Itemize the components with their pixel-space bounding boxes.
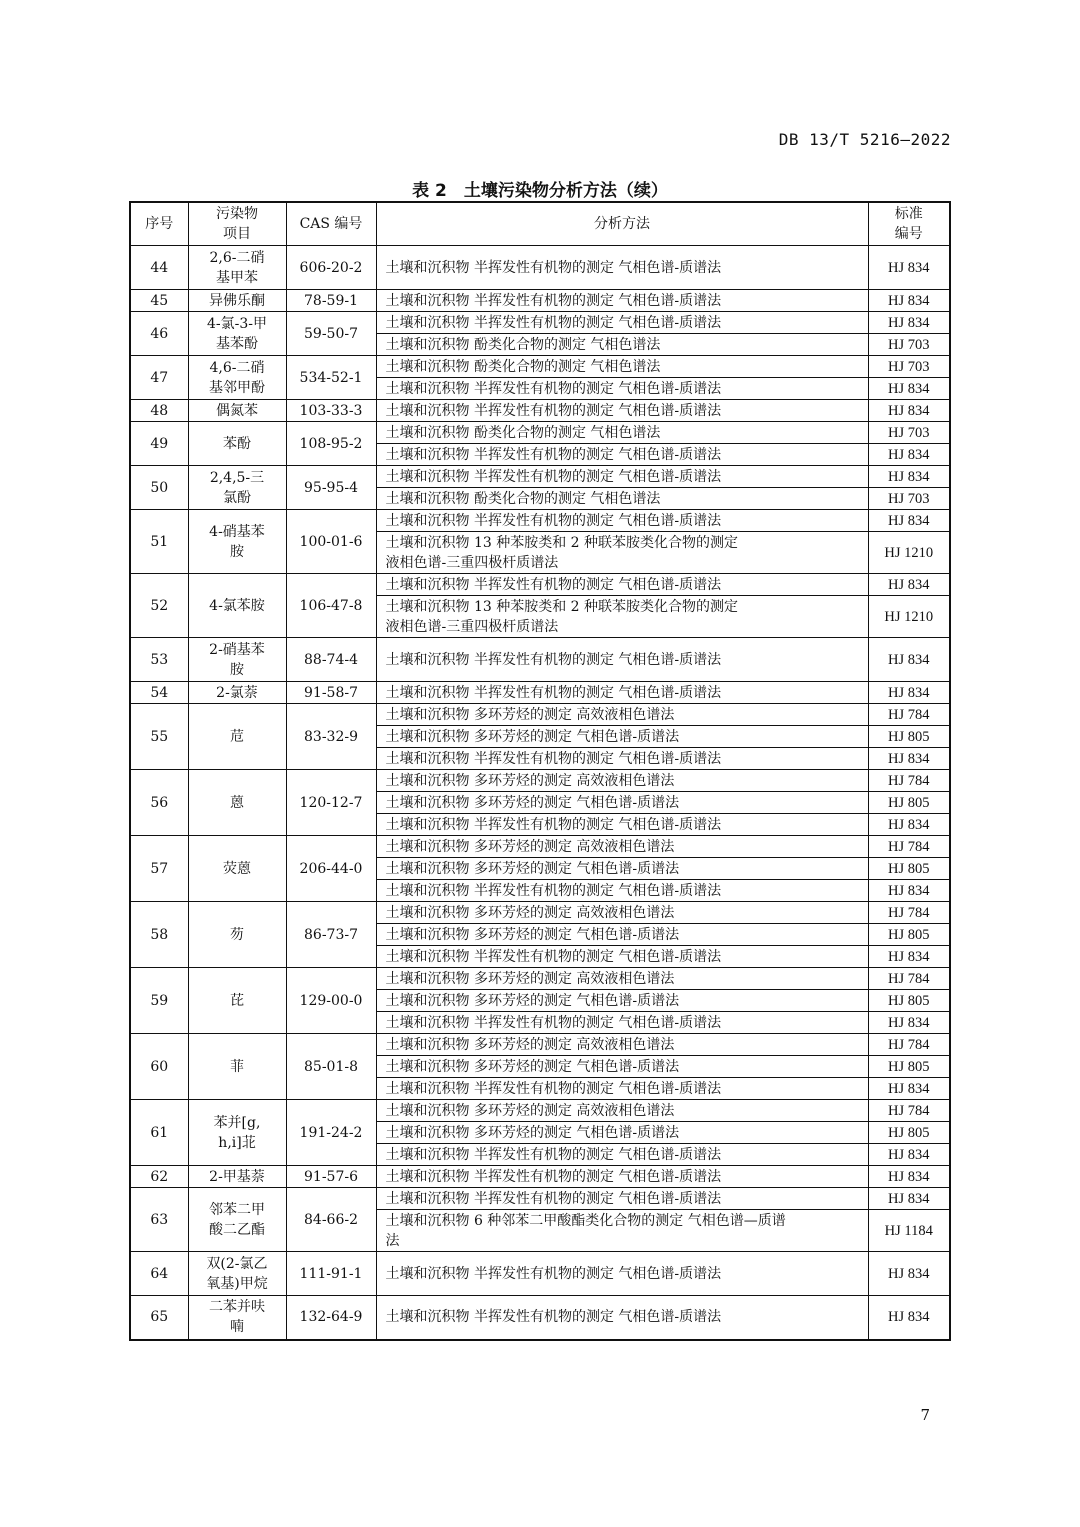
table-row xyxy=(130,704,950,726)
cell-std: HJ 834 xyxy=(868,444,950,466)
cell-std: HJ 834 xyxy=(868,1188,950,1210)
header-cas: CAS 编号 xyxy=(286,202,376,246)
cell-pollutant: 苊 xyxy=(188,704,286,770)
standard-code: DB 13/T 5216—2022 xyxy=(778,130,951,149)
table-row xyxy=(130,682,950,704)
table-row xyxy=(130,902,950,924)
cell-cas: 84-66-2 xyxy=(286,1188,376,1252)
cell-no: 54 xyxy=(130,682,188,704)
cell-std: HJ 805 xyxy=(868,990,950,1012)
cell-pollutant: 菲 xyxy=(188,1034,286,1100)
cell-no: 45 xyxy=(130,290,188,312)
cell-method: 土壤和沉积物 半挥发性有机物的测定 气相色谱-质谱法 xyxy=(376,1188,868,1210)
cell-pollutant: 二苯并呋 喃 xyxy=(188,1296,286,1340)
cell-method: 土壤和沉积物 半挥发性有机物的测定 气相色谱-质谱法 xyxy=(376,400,868,422)
cell-method: 土壤和沉积物 半挥发性有机物的测定 气相色谱-质谱法 xyxy=(376,1296,868,1340)
cell-std: HJ 805 xyxy=(868,1056,950,1078)
cell-method: 土壤和沉积物 半挥发性有机物的测定 气相色谱-质谱法 xyxy=(376,1012,868,1034)
cell-std: HJ 805 xyxy=(868,924,950,946)
cell-cas: 78-59-1 xyxy=(286,290,376,312)
cell-std: HJ 834 xyxy=(868,638,950,682)
cell-pollutant: 苯并[g, h,i]苝 xyxy=(188,1100,286,1166)
cell-std: HJ 834 xyxy=(868,1144,950,1166)
cell-pollutant: 4-硝基苯 胺 xyxy=(188,510,286,574)
cell-std: HJ 1210 xyxy=(868,596,950,638)
cell-std: HJ 1184 xyxy=(868,1210,950,1252)
cell-no: 55 xyxy=(130,704,188,770)
cell-std: HJ 834 xyxy=(868,574,950,596)
cell-method: 土壤和沉积物 13 种苯胺类和 2 种联苯胺类化合物的测定 液相色谱-三重四极杆质谱法 xyxy=(376,596,868,638)
table-row xyxy=(130,1296,950,1340)
table-row xyxy=(130,312,950,334)
cell-std: HJ 703 xyxy=(868,488,950,510)
cell-method: 土壤和沉积物 6 种邻苯二甲酸酯类化合物的测定 气相色谱—质谱 法 xyxy=(376,1210,868,1252)
cell-std: HJ 805 xyxy=(868,1122,950,1144)
header-std xyxy=(868,202,950,246)
cell-std: HJ 834 xyxy=(868,246,950,290)
cell-std: HJ 834 xyxy=(868,1012,950,1034)
cell-no: 58 xyxy=(130,902,188,968)
cell-no: 50 xyxy=(130,466,188,510)
cell-method: 土壤和沉积物 酚类化合物的测定 气相色谱法 xyxy=(376,334,868,356)
cell-method: 土壤和沉积物 半挥发性有机物的测定 气相色谱-质谱法 xyxy=(376,1144,868,1166)
table-row xyxy=(130,290,950,312)
cell-pollutant: 异佛乐酮 xyxy=(188,290,286,312)
cell-std: HJ 703 xyxy=(868,422,950,444)
cell-method: 土壤和沉积物 多环芳烃的测定 高效液相色谱法 xyxy=(376,902,868,924)
cell-no: 57 xyxy=(130,836,188,902)
cell-no: 63 xyxy=(130,1188,188,1252)
cell-no: 52 xyxy=(130,574,188,638)
cell-std: HJ 784 xyxy=(868,770,950,792)
cell-cas: 95-95-4 xyxy=(286,466,376,510)
cell-method: 土壤和沉积物 半挥发性有机物的测定 气相色谱-质谱法 xyxy=(376,246,868,290)
cell-std: HJ 784 xyxy=(868,704,950,726)
cell-no: 60 xyxy=(130,1034,188,1100)
cell-cas: 106-47-8 xyxy=(286,574,376,638)
table-row xyxy=(130,510,950,532)
cell-std: HJ 805 xyxy=(868,792,950,814)
cell-std: HJ 834 xyxy=(868,748,950,770)
cell-pollutant: 2,6-二硝 基甲苯 xyxy=(188,246,286,290)
table-row xyxy=(130,1188,950,1210)
cell-method: 土壤和沉积物 半挥发性有机物的测定 气相色谱-质谱法 xyxy=(376,1166,868,1188)
cell-method: 土壤和沉积物 多环芳烃的测定 高效液相色谱法 xyxy=(376,1100,868,1122)
table-row xyxy=(130,1252,950,1296)
cell-no: 47 xyxy=(130,356,188,400)
cell-method: 土壤和沉积物 半挥发性有机物的测定 气相色谱-质谱法 xyxy=(376,510,868,532)
cell-std: HJ 834 xyxy=(868,1078,950,1100)
cell-method: 土壤和沉积物 多环芳烃的测定 气相色谱-质谱法 xyxy=(376,924,868,946)
cell-method: 土壤和沉积物 酚类化合物的测定 气相色谱法 xyxy=(376,488,868,510)
cell-cas: 534-52-1 xyxy=(286,356,376,400)
table-row xyxy=(130,836,950,858)
pollutant-method-table xyxy=(129,201,951,1341)
table-row xyxy=(130,466,950,488)
cell-no: 48 xyxy=(130,400,188,422)
table-title: 表 2 土壤污染物分析方法（续） xyxy=(412,181,668,201)
cell-cas: 191-24-2 xyxy=(286,1100,376,1166)
header-no: 序号 xyxy=(130,202,188,246)
cell-pollutant: 2-硝基苯 胺 xyxy=(188,638,286,682)
cell-no: 51 xyxy=(130,510,188,574)
cell-std: HJ 784 xyxy=(868,836,950,858)
cell-cas: 59-50-7 xyxy=(286,312,376,356)
cell-std: HJ 1210 xyxy=(868,532,950,574)
cell-no: 56 xyxy=(130,770,188,836)
cell-std: HJ 784 xyxy=(868,1100,950,1122)
cell-cas: 606-20-2 xyxy=(286,246,376,290)
cell-method: 土壤和沉积物 半挥发性有机物的测定 气相色谱-质谱法 xyxy=(376,1078,868,1100)
cell-method: 土壤和沉积物 酚类化合物的测定 气相色谱法 xyxy=(376,422,868,444)
cell-method: 土壤和沉积物 多环芳烃的测定 气相色谱-质谱法 xyxy=(376,792,868,814)
cell-method: 土壤和沉积物 多环芳烃的测定 高效液相色谱法 xyxy=(376,836,868,858)
table-body xyxy=(130,246,950,1340)
cell-std: HJ 834 xyxy=(868,1252,950,1296)
cell-std: HJ 784 xyxy=(868,902,950,924)
cell-method: 土壤和沉积物 半挥发性有机物的测定 气相色谱-质谱法 xyxy=(376,638,868,682)
cell-cas: 206-44-0 xyxy=(286,836,376,902)
cell-std: HJ 834 xyxy=(868,1166,950,1188)
table-row xyxy=(130,1166,950,1188)
cell-std: HJ 805 xyxy=(868,726,950,748)
header-std-text: 标准 编号 xyxy=(894,206,923,242)
cell-cas: 120-12-7 xyxy=(286,770,376,836)
cell-std: HJ 805 xyxy=(868,858,950,880)
cell-method: 土壤和沉积物 多环芳烃的测定 气相色谱-质谱法 xyxy=(376,990,868,1012)
cell-method: 土壤和沉积物 半挥发性有机物的测定 气相色谱-质谱法 xyxy=(376,312,868,334)
cell-cas: 129-00-0 xyxy=(286,968,376,1034)
table-row xyxy=(130,356,950,378)
cell-method: 土壤和沉积物 半挥发性有机物的测定 气相色谱-质谱法 xyxy=(376,466,868,488)
table-header-row xyxy=(130,202,950,246)
cell-pollutant: 双(2-氯乙 氧基)甲烷 xyxy=(188,1252,286,1296)
table-row xyxy=(130,246,950,290)
cell-method: 土壤和沉积物 半挥发性有机物的测定 气相色谱-质谱法 xyxy=(376,378,868,400)
cell-no: 65 xyxy=(130,1296,188,1340)
cell-no: 62 xyxy=(130,1166,188,1188)
cell-method: 土壤和沉积物 多环芳烃的测定 高效液相色谱法 xyxy=(376,1034,868,1056)
cell-method: 土壤和沉积物 半挥发性有机物的测定 气相色谱-质谱法 xyxy=(376,1252,868,1296)
cell-std: HJ 784 xyxy=(868,968,950,990)
cell-pollutant: 芘 xyxy=(188,968,286,1034)
cell-std: HJ 834 xyxy=(868,880,950,902)
cell-pollutant: 邻苯二甲 酸二乙酯 xyxy=(188,1188,286,1252)
cell-method: 土壤和沉积物 多环芳烃的测定 气相色谱-质谱法 xyxy=(376,1122,868,1144)
cell-pollutant: 苯酚 xyxy=(188,422,286,466)
cell-no: 46 xyxy=(130,312,188,356)
cell-cas: 108-95-2 xyxy=(286,422,376,466)
cell-method: 土壤和沉积物 半挥发性有机物的测定 气相色谱-质谱法 xyxy=(376,880,868,902)
cell-std: HJ 834 xyxy=(868,1296,950,1340)
cell-method: 土壤和沉积物 半挥发性有机物的测定 气相色谱-质谱法 xyxy=(376,748,868,770)
cell-method: 土壤和沉积物 多环芳烃的测定 高效液相色谱法 xyxy=(376,968,868,990)
cell-method: 土壤和沉积物 多环芳烃的测定 高效液相色谱法 xyxy=(376,704,868,726)
cell-std: HJ 703 xyxy=(868,334,950,356)
cell-method: 土壤和沉积物 半挥发性有机物的测定 气相色谱-质谱法 xyxy=(376,814,868,836)
cell-pollutant: 偶氮苯 xyxy=(188,400,286,422)
table-row xyxy=(130,1100,950,1122)
cell-cas: 83-32-9 xyxy=(286,704,376,770)
cell-pollutant: 4,6-二硝 基邻甲酚 xyxy=(188,356,286,400)
cell-no: 44 xyxy=(130,246,188,290)
cell-std: HJ 834 xyxy=(868,378,950,400)
cell-cas: 91-58-7 xyxy=(286,682,376,704)
cell-method: 土壤和沉积物 半挥发性有机物的测定 气相色谱-质谱法 xyxy=(376,946,868,968)
cell-pollutant: 4-氯苯胺 xyxy=(188,574,286,638)
table-row xyxy=(130,400,950,422)
cell-method: 土壤和沉积物 半挥发性有机物的测定 气相色谱-质谱法 xyxy=(376,574,868,596)
table-row xyxy=(130,1034,950,1056)
cell-method: 土壤和沉积物 多环芳烃的测定 气相色谱-质谱法 xyxy=(376,1056,868,1078)
table-row xyxy=(130,770,950,792)
header-pollutant xyxy=(188,202,286,246)
table-row xyxy=(130,574,950,596)
cell-cas: 85-01-8 xyxy=(286,1034,376,1100)
cell-std: HJ 834 xyxy=(868,466,950,488)
cell-method: 土壤和沉积物 半挥发性有机物的测定 气相色谱-质谱法 xyxy=(376,290,868,312)
cell-pollutant: 荧蒽 xyxy=(188,836,286,902)
header-method: 分析方法 xyxy=(376,202,868,246)
cell-no: 53 xyxy=(130,638,188,682)
cell-no: 59 xyxy=(130,968,188,1034)
cell-cas: 100-01-6 xyxy=(286,510,376,574)
cell-std: HJ 834 xyxy=(868,400,950,422)
cell-pollutant: 芴 xyxy=(188,902,286,968)
cell-std: HJ 834 xyxy=(868,290,950,312)
cell-pollutant: 4-氯-3-甲 基苯酚 xyxy=(188,312,286,356)
table-row xyxy=(130,968,950,990)
cell-method: 土壤和沉积物 半挥发性有机物的测定 气相色谱-质谱法 xyxy=(376,682,868,704)
cell-pollutant: 2-氯萘 xyxy=(188,682,286,704)
cell-no: 61 xyxy=(130,1100,188,1166)
cell-method: 土壤和沉积物 半挥发性有机物的测定 气相色谱-质谱法 xyxy=(376,444,868,466)
cell-cas: 132-64-9 xyxy=(286,1296,376,1340)
cell-pollutant: 蒽 xyxy=(188,770,286,836)
cell-std: HJ 834 xyxy=(868,312,950,334)
cell-pollutant: 2,4,5-三 氯酚 xyxy=(188,466,286,510)
cell-cas: 91-57-6 xyxy=(286,1166,376,1188)
cell-method: 土壤和沉积物 13 种苯胺类和 2 种联苯胺类化合物的测定 液相色谱-三重四极杆质谱法 xyxy=(376,532,868,574)
cell-std: HJ 784 xyxy=(868,1034,950,1056)
cell-method: 土壤和沉积物 多环芳烃的测定 气相色谱-质谱法 xyxy=(376,858,868,880)
cell-pollutant: 2-甲基萘 xyxy=(188,1166,286,1188)
cell-method: 土壤和沉积物 多环芳烃的测定 高效液相色谱法 xyxy=(376,770,868,792)
table-row xyxy=(130,422,950,444)
cell-method: 土壤和沉积物 酚类化合物的测定 气相色谱法 xyxy=(376,356,868,378)
cell-cas: 111-91-1 xyxy=(286,1252,376,1296)
table-row xyxy=(130,638,950,682)
cell-std: HJ 834 xyxy=(868,814,950,836)
cell-no: 64 xyxy=(130,1252,188,1296)
cell-std: HJ 834 xyxy=(868,682,950,704)
cell-cas: 86-73-7 xyxy=(286,902,376,968)
cell-no: 49 xyxy=(130,422,188,466)
cell-std: HJ 834 xyxy=(868,510,950,532)
cell-cas: 103-33-3 xyxy=(286,400,376,422)
page-number: 7 xyxy=(920,1406,930,1424)
cell-std: HJ 834 xyxy=(868,946,950,968)
cell-cas: 88-74-4 xyxy=(286,638,376,682)
header-pollutant-text: 污染物 项目 xyxy=(216,206,258,242)
cell-method: 土壤和沉积物 多环芳烃的测定 气相色谱-质谱法 xyxy=(376,726,868,748)
cell-std: HJ 703 xyxy=(868,356,950,378)
